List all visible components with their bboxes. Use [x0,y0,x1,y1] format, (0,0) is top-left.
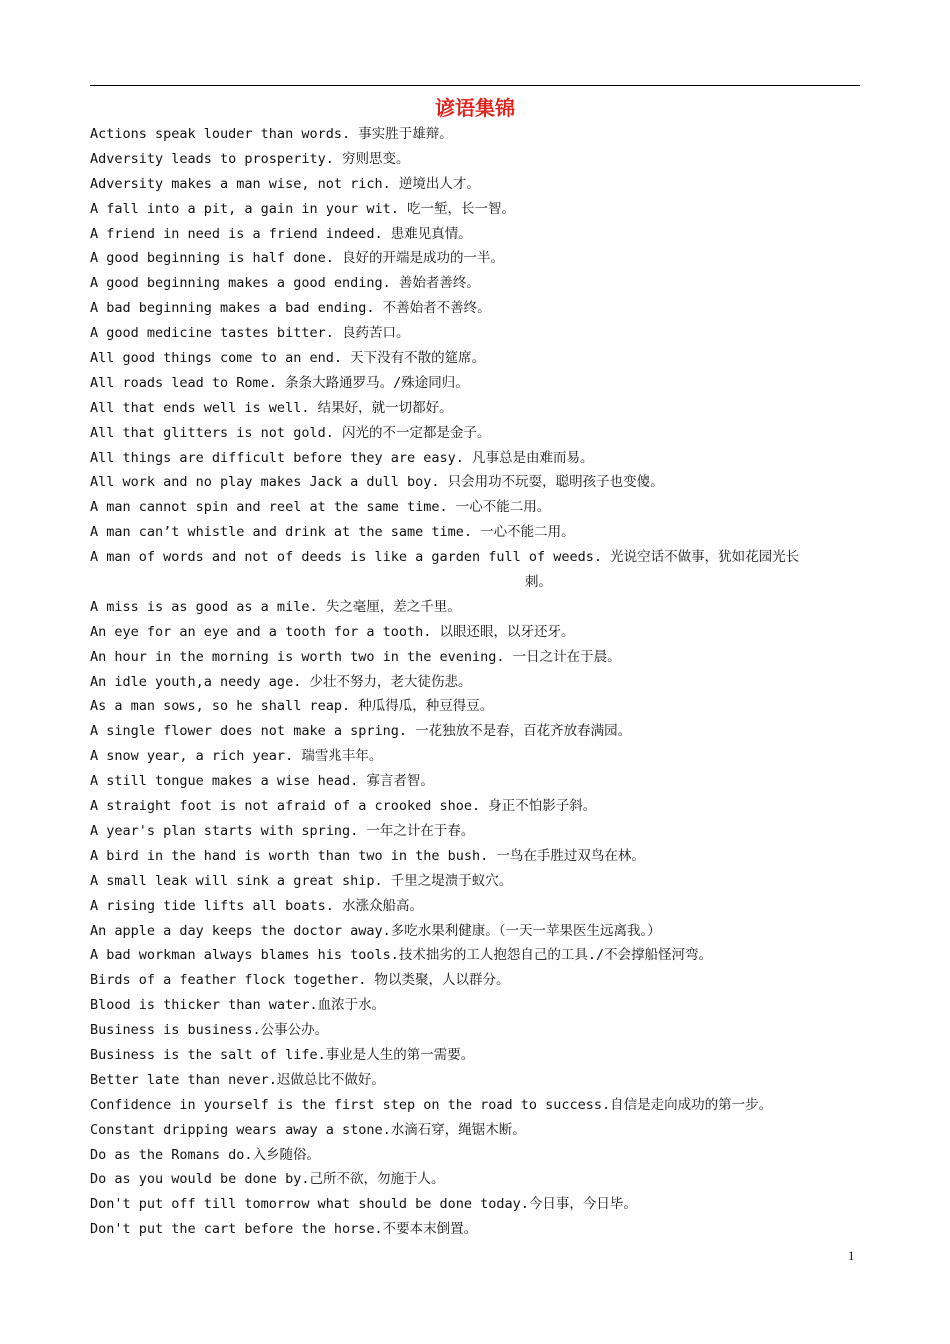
proverb-line: All roads lead to Rome. 条条大路通罗马。/殊途同归。 [90,374,469,391]
proverb-line: A bad workman always blames his tools.技术拙劣的工人抱怨自己的工具./不会撑船怪河弯。 [90,947,713,964]
proverb-line: A man can’t whistle and drink at the same time. 一心不能二用。 [90,524,575,541]
page-title: 谚语集锦 [435,96,515,120]
proverb-line: Don't put the cart before the horse.不要本末倒置。 [90,1221,478,1238]
proverb-line: An idle youth,a needy age. 少壮不努力，老大徒伤悲。 [90,673,472,690]
proverb-line: An hour in the morning is worth two in the evening. 一日之计在于晨。 [90,648,621,665]
proverb-line: Blood is thicker than water.血浓于水。 [90,997,386,1014]
proverb-line-continuation: 刺。 [525,574,552,591]
proverb-line: A good beginning is half done. 良好的开端是成功的一半。 [90,250,504,267]
proverb-line: All things are difficult before they are easy. 凡事总是由难而易。 [90,449,594,466]
proverb-line: Adversity leads to prosperity. 穷则思变。 [90,150,410,167]
proverb-line: All good things come to an end. 天下没有不散的筵席。 [90,350,486,367]
proverb-line: Constant dripping wears away a stone.水滴石穿，绳锯木断。 [90,1121,526,1138]
proverb-line: A miss is as good as a mile. 失之毫厘，差之千里。 [90,598,461,615]
header-rule [90,85,860,86]
proverb-line: Don't put off till tomorrow what should be done today.今日事，今日毕。 [90,1196,637,1213]
proverb-line: A still tongue makes a wise head. 寡言者智。 [90,773,434,790]
proverb-line: All that glitters is not gold. 闪光的不一定都是金子。 [90,424,491,441]
proverb-line: A small leak will sink a great ship. 千里之堤溃于蚁穴。 [90,872,513,889]
proverb-line: Business is business.公事公办。 [90,1022,329,1039]
proverb-line: Do as you would be done by.己所不欲，勿施于人。 [90,1171,445,1188]
proverb-line: A year's plan starts with spring. 一年之计在于春。 [90,822,475,839]
proverb-line: A bird in the hand is worth than two in the bush. 一鸟在手胜过双鸟在林。 [90,847,645,864]
proverb-line: An eye for an eye and a tooth for a tooth. 以眼还眼，以牙还牙。 [90,623,575,640]
proverb-line: Business is the salt of life.事业是人生的第一需要。 [90,1046,475,1063]
proverb-line: A bad beginning makes a bad ending. 不善始者不善终。 [90,300,491,317]
proverb-line: An apple a day keeps the doctor away.多吃水果利健康。（一天一苹果医生远离我。） [90,922,661,939]
proverb-line: Adversity makes a man wise, not rich. 逆境出人才。 [90,175,480,192]
proverb-line: A snow year, a rich year. 瑞雪兆丰年。 [90,748,383,765]
proverb-line: A straight foot is not afraid of a crooked shoe. 身正不怕影子斜。 [90,798,597,815]
proverb-line: A man of words and not of deeds is like a garden full of weeds. 光说空话不做事，犹如花园光长 [90,549,800,566]
proverb-line: All work and no play makes Jack a dull boy. 只会用功不玩耍，聪明孩子也变傻。 [90,474,664,491]
proverb-line: Confidence in yourself is the first step on the road to success.自信是走向成功的第一步。 [90,1096,773,1113]
proverb-line: A good beginning makes a good ending. 善始者善终。 [90,275,480,292]
proverb-line: A fall into a pit, a gain in your wit. 吃一堑，长一智。 [90,200,515,217]
proverb-line: A rising tide lifts all boats. 水涨众船高。 [90,897,423,914]
proverb-line: A man cannot spin and reel at the same time. 一心不能二用。 [90,499,551,516]
proverb-list [90,122,860,1242]
proverb-line: Actions speak louder than words. 事实胜于雄辩。 [90,126,453,142]
page-number: 1 [848,1248,855,1263]
proverb-line: A friend in need is a friend indeed. 患难见真情。 [90,225,472,242]
proverb-line: All that ends well is well. 结果好，就一切都好。 [90,399,453,416]
proverb-line: Birds of a feather flock together. 物以类聚，人以群分。 [90,972,510,989]
proverb-line: A single flower does not make a spring. 一花独放不是春，百花齐放春满园。 [90,723,632,740]
proverb-line: Better late than never.迟做总比不做好。 [90,1071,385,1088]
proverb-line: Do as the Romans do.入乡随俗。 [90,1146,321,1163]
proverb-line: A good medicine tastes bitter. 良药苦口。 [90,325,410,342]
proverb-line: As a man sows, so he shall reap. 种瓜得瓜，种豆得豆。 [90,698,494,715]
